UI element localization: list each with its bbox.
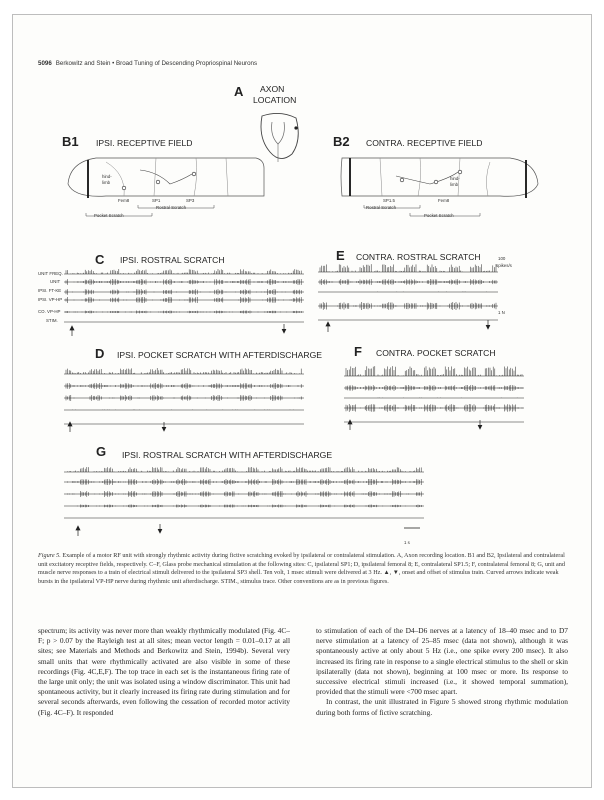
b1-hindlimb-line2: limb: [102, 180, 111, 185]
panel-d-title: IPSI. POCKET SCRATCH WITH AFTERDISCHARGE: [117, 350, 322, 360]
panel-d-traces: [64, 364, 304, 436]
b2-site-fem8: Fem8: [438, 198, 450, 203]
trace-label-co-vp-hp: CO. VP-HP: [38, 309, 61, 314]
b2-site-sp15: SP1.5: [383, 198, 395, 203]
b2-hindlimb-line2: limb: [450, 182, 459, 187]
stim-arrow-icon: [158, 524, 162, 533]
right-paragraph-2: In contrast, the unit illustrated in Figure 5 showed strong rhythmic modulation during both forms of fictive scratching.: [316, 697, 568, 717]
left-paragraph-1: spectrum; its activity was never more than weakly rhythmically modulated (Fig. 4C–F; p > 0.07 by the Rayleigh test at all sites; mean vector length = 0.01–0.17 at all sites; see Materials and Methods and Berkowitz and Stein, 1994b). Several very small units that were rhythmically activated are also visible in some of these recordings (Fig. 4C,E,F). The top trace in each set is the instantaneous firing rate of the large unit only; the unit was isolated using a window discriminator. This unit had spontaneous activity, but it clearly increased its firing rate during stimulation and for several seconds afterwards, even following the cessation of recorded motor activity (Fig. 4C–F). It responded: [38, 626, 290, 717]
stim-arrow-icon: [486, 320, 490, 329]
b2-hindlimb-line1: hind-: [450, 176, 460, 181]
figure-caption: [38, 552, 568, 586]
panel-f-traces: [344, 362, 524, 434]
panel-a-title-line2: LOCATION: [253, 95, 297, 105]
panel-b2-letter: B2: [333, 134, 350, 149]
right-paragraph-1: to stimulation of each of the D4–D6 nerves at a latency of 18–40 msec and to D7 nerve stimulation at a latency of 25–85 msec (data not shown), although it was spontaneously active at only about 5 Hz (i.e., one spike every 200 msec). It also increased its firing rate in response to a single electrical stimulus to the shell or skin ipsilaterally (data not shown), beginning at 100 msec or more. Its response to successive electrical stimuli increased (i.e., it showed temporal summation), provided that the stimuli were <700 msec apart.: [316, 626, 568, 697]
panel-e-traces: [318, 262, 498, 332]
e-scale-top-line2: spikes/s: [496, 263, 512, 268]
e-scale-bottom: 1 N: [498, 310, 505, 315]
panel-a-letter: A: [234, 84, 244, 99]
body-column-right: [316, 626, 568, 718]
stim-arrow-icon: [68, 422, 72, 432]
stim-arrow-icon: [326, 322, 330, 332]
running-title: Berkowitz and Stein • Broad Tuning of Descending Propriospinal Neurons: [55, 60, 258, 67]
panel-b2-body-outline: [340, 154, 540, 204]
b2-region-rostral: Rostral Scratch: [366, 205, 397, 210]
panel-b2-title: CONTRA. RECEPTIVE FIELD: [366, 138, 483, 148]
caption-text: Example of a motor RF unit with strongly rhythmic activity during fictive scratching evoked by ipsilateral or contralateral stimulation. A, Axon recording location. B1 and B2, Ipsilateral and contralateral unit excitatory receptive fields, respectively. C–F, Glass probe mechanical stimulation at the following sites: C, ipsilateral SP1; D, ipsilateral femoral 8; E, contralateral SP1.5; F, contralateral femoral 8; G, unit and muscle nerve responses to a train of electrical stimuli delivered to the ipsilateral SP3 shell. Ten volt, 1 msec stimuli were delivered at 3 Hz. ▲, ▼, onset and offset of stimulus train. Curved arrows indicate weak bursts in the ipsilateral VP-HP nerve during rhythmic unit afterdischarge. STIM., stimulus trace. Other conventions are as in previous figures.: [38, 552, 565, 585]
b1-site-sp1: SP1: [152, 198, 161, 203]
b1-region-pocket: Pocket Scratch: [94, 213, 124, 218]
panel-e-letter: E: [336, 248, 345, 263]
g-time-scale: 1 s: [404, 540, 410, 545]
b1-site-sp3: SP3: [186, 198, 195, 203]
panel-g-title: IPSI. ROSTRAL SCRATCH WITH AFTERDISCHARGE: [122, 450, 333, 460]
panel-c-title: IPSI. ROSTRAL SCRATCH: [120, 255, 225, 265]
panel-g-letter: G: [96, 444, 107, 459]
b1-site-fem8: Fem8: [118, 198, 130, 203]
panel-b1-letter: B1: [62, 134, 79, 149]
trace-label-ipsi-ft-ke: IPSI. FT-KE: [38, 288, 62, 293]
b1-hindlimb-line1: hind-: [102, 174, 112, 179]
caption-lead: Figure 5.: [38, 552, 61, 559]
trace-label-ipsi-vp-hp: IPSI. VP-HP: [38, 297, 63, 302]
panel-e-title: CONTRA. ROSTRAL SCRATCH: [356, 252, 481, 262]
panel-d-letter: D: [95, 346, 105, 361]
panel-f-title: CONTRA. POCKET SCRATCH: [376, 348, 496, 358]
trace-label-unit-freq: UNIT FREQ.: [38, 271, 63, 276]
panel-b1-title: IPSI. RECEPTIVE FIELD: [96, 138, 193, 148]
stim-arrow-icon: [348, 420, 352, 430]
panel-c-letter: C: [95, 252, 105, 267]
b2-region-pocket: Pocket Scratch: [424, 213, 454, 218]
panel-c-traces: [64, 266, 304, 336]
page-number: 5096: [38, 60, 52, 67]
stim-arrow-icon: [162, 422, 166, 431]
trace-label-stim: STIM.: [46, 318, 58, 323]
trace-label-unit: UNIT: [50, 279, 61, 284]
stim-arrow-icon: [478, 420, 482, 429]
body-column-left: [38, 626, 290, 718]
panel-b1-body-outline: [66, 154, 266, 204]
panel-f-letter: F: [354, 344, 362, 359]
panel-a-title-line1: AXON: [260, 84, 285, 94]
panel-g-traces: [64, 464, 424, 540]
stim-arrow-icon: [282, 324, 286, 333]
stim-arrow-icon: [76, 526, 80, 536]
b1-region-rostral: Rostral Scratch: [156, 205, 187, 210]
stim-arrow-icon: [70, 326, 74, 336]
e-scale-top-line1: 100: [498, 256, 506, 261]
